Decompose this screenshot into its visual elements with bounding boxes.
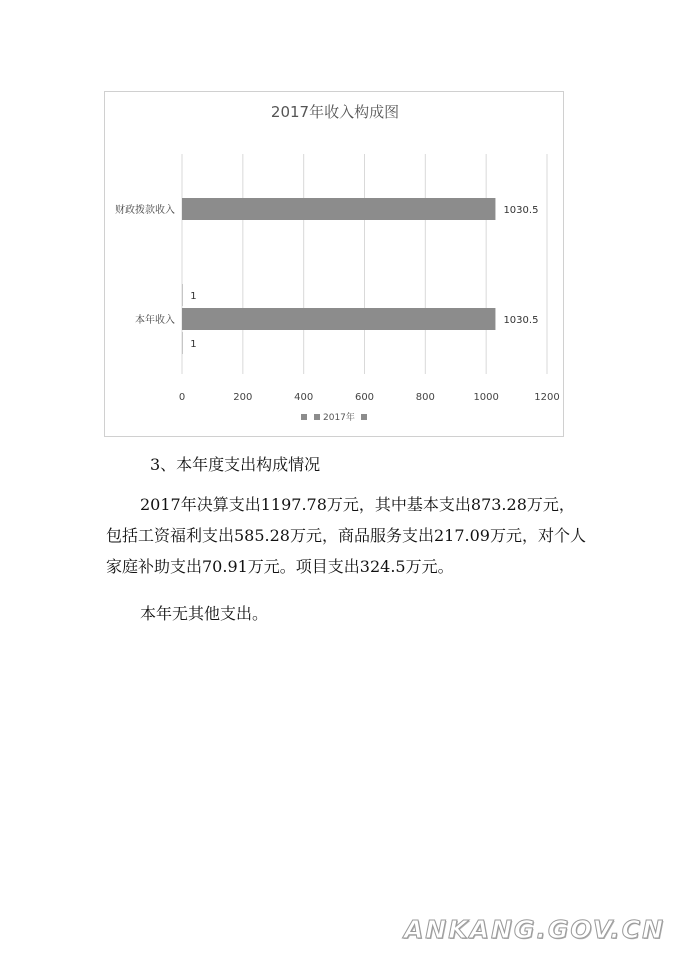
- expenditure-paragraph: [106, 489, 586, 582]
- x-tick-label: 800: [415, 392, 435, 403]
- x-tick-label: 600: [354, 392, 375, 403]
- legend-label: 2017年: [323, 413, 355, 423]
- site-watermark: ANKANG.GOV.CN: [403, 915, 665, 944]
- legend-swatch: [361, 414, 367, 420]
- bar: [182, 332, 183, 354]
- other-expenditure-paragraph: [106, 598, 586, 629]
- bar: [182, 308, 495, 330]
- x-tick-label: 200: [233, 392, 253, 403]
- x-tick-label: 0: [178, 392, 186, 403]
- chart-title: 2017年收入构成图: [270, 103, 400, 121]
- x-tick-label: 1000: [473, 392, 499, 403]
- bar: [182, 284, 183, 306]
- data-label: 1030.5: [503, 205, 539, 216]
- data-label: 1030.5: [503, 315, 539, 326]
- income-chart: [104, 91, 564, 437]
- x-tick-label: 1200: [534, 392, 560, 403]
- legend-swatch: [314, 414, 320, 420]
- x-tick-label: 400: [294, 392, 314, 403]
- income-bar-chart: [105, 92, 565, 438]
- legend-swatch: [301, 414, 307, 420]
- bar: [182, 198, 495, 220]
- category-label: 本年收入: [135, 315, 175, 326]
- category-label: 财政拨款收入: [115, 205, 175, 216]
- section-heading: 3、本年度支出构成情况: [150, 455, 321, 474]
- data-label: 1: [190, 339, 197, 350]
- expenditure-text: 2017年决算支出1197.78万元，其中基本支出873.28万元，包括工资福利支出585.28万元，商品服务支出217.09万元，对个人家庭补助支出70.91万元。项目支出324.5万元。: [106, 495, 586, 576]
- other-expenditure-text: 本年无其他支出。: [140, 604, 269, 623]
- data-label: 1: [190, 291, 197, 302]
